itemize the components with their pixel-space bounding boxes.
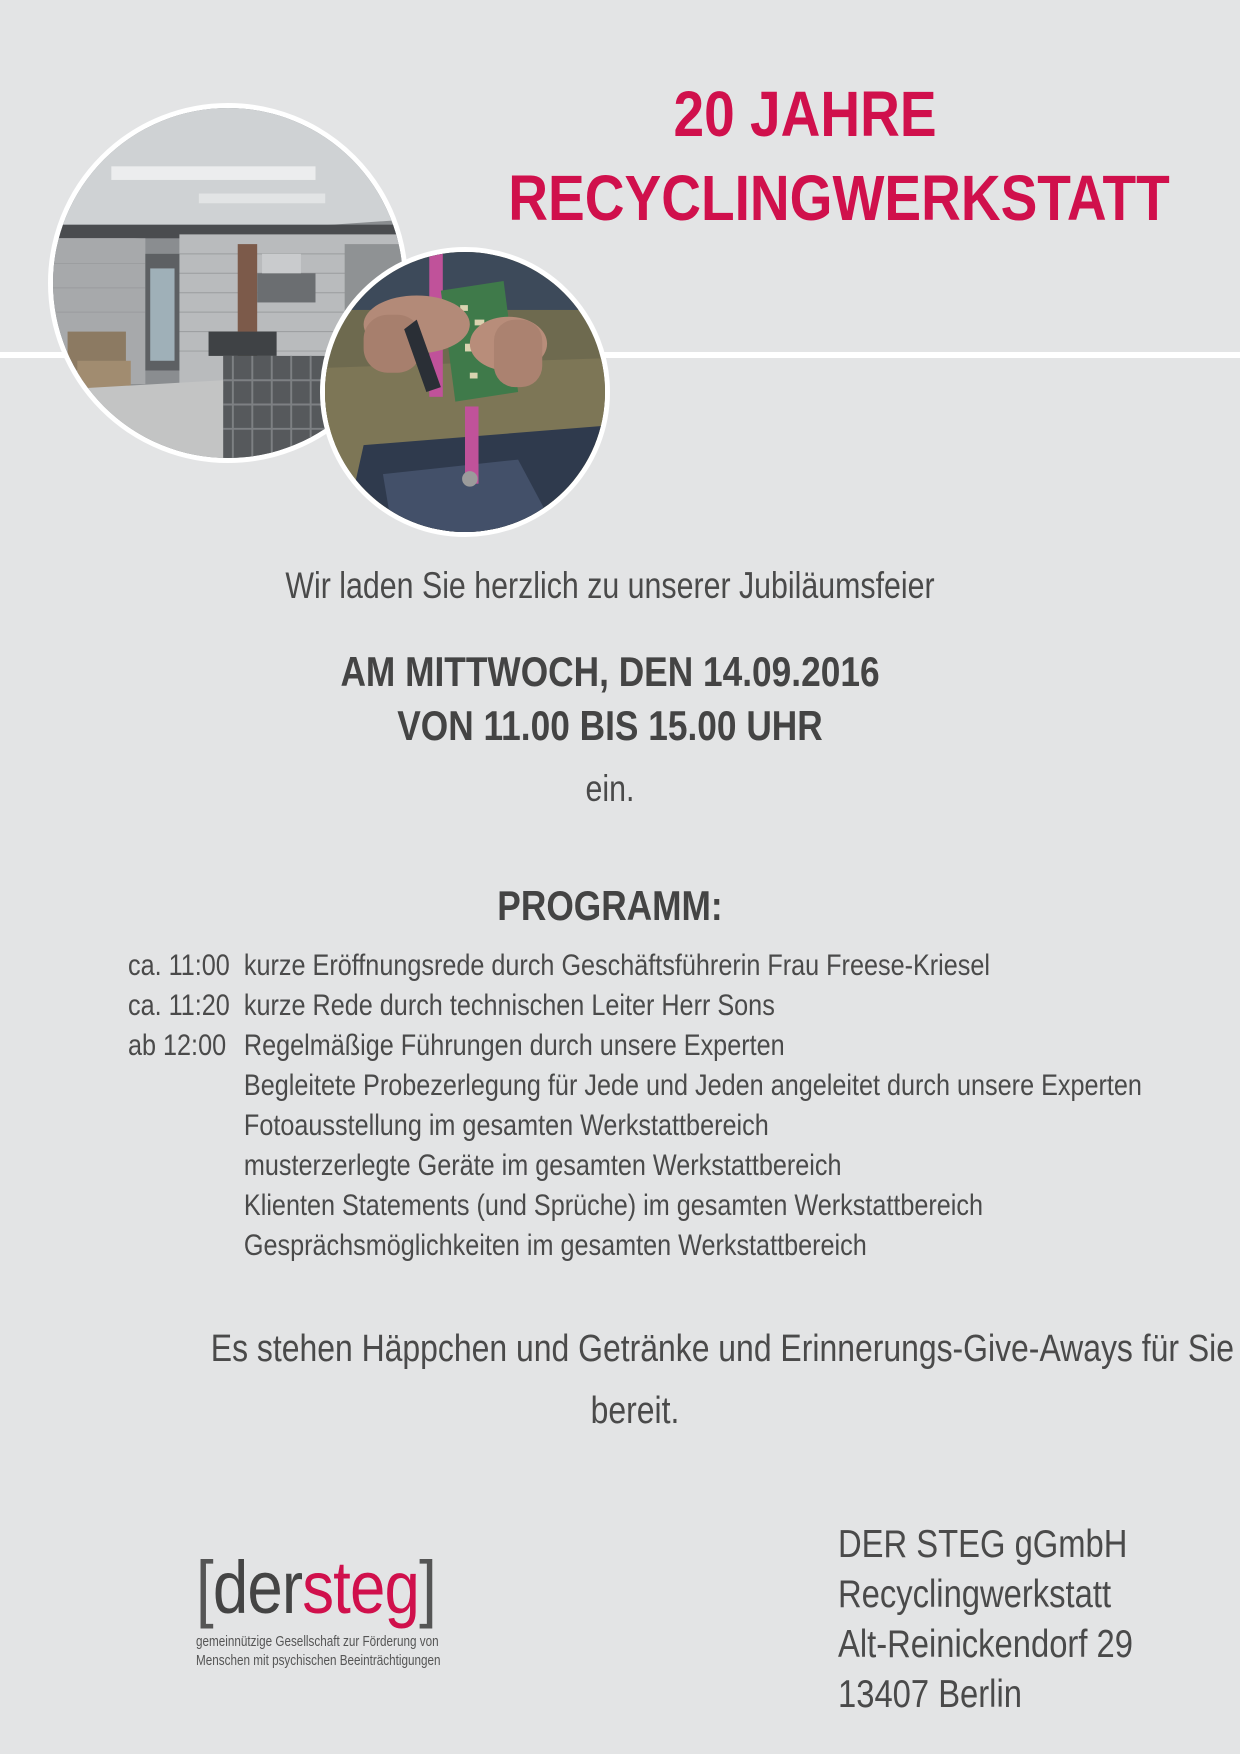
refreshments-line-2: bereit. xyxy=(590,1390,680,1432)
programme-time: ca. 11:20 xyxy=(128,989,230,1022)
refreshments-note xyxy=(210,1318,1235,1442)
programme-item xyxy=(128,1106,1018,1146)
programme-item xyxy=(128,1026,1018,1066)
logo-word-steg: steg xyxy=(302,1546,420,1629)
address-line-3: Alt-Reinickendorf 29 xyxy=(838,1623,1133,1666)
programme-item xyxy=(128,1146,1018,1186)
invitation-closing: ein. xyxy=(585,768,635,809)
programme-item xyxy=(128,946,1018,986)
logo-close-bracket: ] xyxy=(419,1546,436,1629)
logo-word-der: der xyxy=(212,1546,303,1629)
programme-time: ab 12:00 xyxy=(128,1029,227,1062)
logo-tagline xyxy=(196,1632,446,1670)
invitation-intro: Wir laden Sie herzlich zu unserer Jubiläumsfeier xyxy=(285,565,935,606)
programme-text: Regelmäßige Führungen durch unsere Experten xyxy=(243,1029,785,1062)
programme-text: Klienten Statements (und Sprüche) im gesamten Werkstattbereich xyxy=(243,1189,984,1222)
programme-item xyxy=(128,986,1018,1026)
circuit-board-photo xyxy=(320,247,610,537)
programme-item xyxy=(128,1226,1018,1266)
title-line-1: 20 JAHRE xyxy=(673,78,937,150)
programme-item xyxy=(128,1066,1142,1106)
logo-tagline-1: gemeinnützige Gesellschaft zur Förderung von xyxy=(196,1633,439,1650)
organisation-address xyxy=(838,1520,1157,1720)
programme-text: musterzerlegte Geräte im gesamten Werkstattbereich xyxy=(243,1149,842,1182)
programme-item xyxy=(128,1186,1018,1226)
address-line-2: Recyclingwerkstatt xyxy=(838,1573,1112,1616)
programme-time xyxy=(128,1066,244,1106)
programme-text: Begleitete Probezerlegung für Jede und Jeden angeleitet durch unsere Experten xyxy=(243,1069,1142,1102)
address-line-1: DER STEG gGmbH xyxy=(838,1523,1128,1566)
programme-list xyxy=(128,946,1142,1266)
programme-text: kurze Eröffnungsrede durch Geschäftsführerin Frau Freese-Kriesel xyxy=(243,949,991,982)
programme-text: Fotoausstellung im gesamten Werkstattbereich xyxy=(243,1109,769,1142)
logo-open-bracket: [ xyxy=(196,1546,213,1629)
title-line-2: RECYCLINGWERKSTATT xyxy=(508,162,1170,234)
logo-tagline-2: Menschen mit psychischen Beeinträchtigungen xyxy=(196,1652,441,1669)
programme-text: Gesprächsmöglichkeiten im gesamten Werkstattbereich xyxy=(243,1229,867,1262)
address-line-4: 13407 Berlin xyxy=(838,1673,1022,1716)
refreshments-line-1: Es stehen Häppchen und Getränke und Erinnerungs-Give-Aways für Sie xyxy=(210,1328,1235,1370)
event-time: VON 11.00 BIS 15.00 UHR xyxy=(397,702,823,749)
programme-time: ca. 11:00 xyxy=(128,949,230,982)
dersteg-logo xyxy=(196,1548,516,1688)
programme-text: kurze Rede durch technischen Leiter Herr Sons xyxy=(243,989,775,1022)
programme-time xyxy=(128,1226,244,1266)
programme-time xyxy=(128,1106,244,1146)
programme-time xyxy=(128,1146,244,1186)
page-title xyxy=(508,72,1170,240)
logo-wordmark xyxy=(196,1548,471,1628)
programme-time xyxy=(128,1186,244,1226)
event-date: AM MITTWOCH, DEN 14.09.2016 xyxy=(340,648,880,695)
programme-heading: PROGRAMM: xyxy=(497,882,723,929)
event-date-block xyxy=(98,645,1123,753)
